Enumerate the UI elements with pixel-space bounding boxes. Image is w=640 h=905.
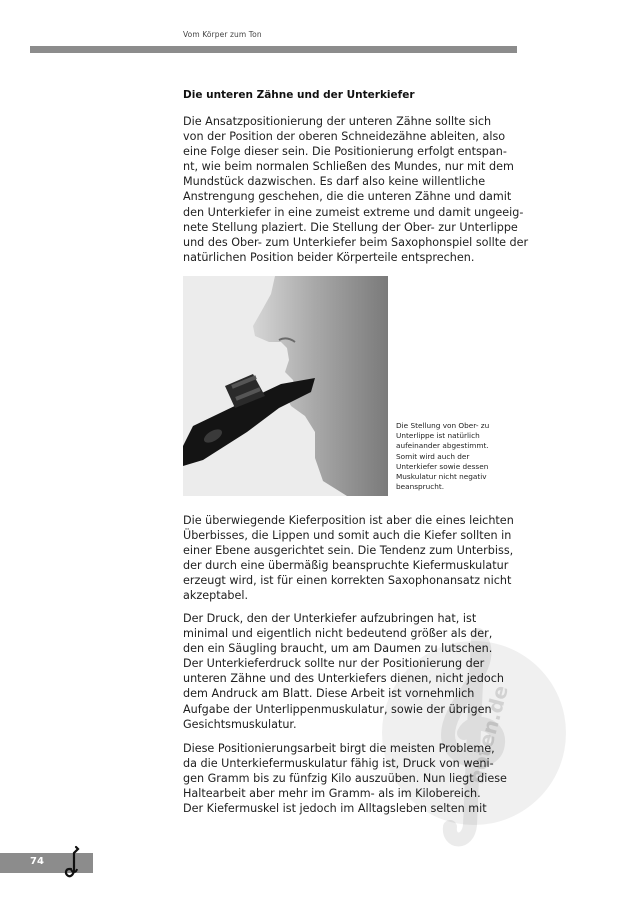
- running-head: Vom Körper zum Ton: [183, 30, 262, 39]
- paragraph-4: Diese Positionierungsarbeit birgt die meisten Probleme, da die Unterkiefermuskulatur fähig ist, Druck von weni- gen Gramm bis zu fünfzig Kilo auszuüben. Nun liegt diese Haltearbeit aber mehr im Gramm- als im Kilobereich. Der Kiefermuskel ist jedoch im Alltagsleben selten mit: [183, 742, 507, 816]
- paragraph-1: Die Ansatzpositionierung der unteren Zähne sollte sich von der Position der oberen Schneidezähne ableiten, also eine Folge dieser sein. Die Positionierung erfolgt entspan- nt, wie beim normalen Schließen des Mundes, nur mit dem Mundstück dazwischen. Es darf also keine willentliche Anstrengung geschehen, die die unteren Zähne und damit den Unterkiefer in eine zumeist extreme und damit ungeeig- nete Stellung plaziert. Die Stellung der Ober- zur Unterlippe und des Ober- zum Unterkiefer beim Saxophonspiel sollte der natürlichen Position beider Körperteile entsprechen.: [183, 115, 529, 264]
- watermark-text: noten.de: [463, 682, 513, 787]
- paragraph-3: Der Druck, den der Unterkiefer aufzubringen hat, ist minimal und eigentlich nicht bedeutend größer als der, den ein Säugling braucht, um am Daumen zu lutschen. Der Unterkieferdruck sollte nur der Positionierung der unteren Zähne und des Unterkiefers dienen, nicht jedoch dem Andruck am Blatt. Diese Arbeit ist vornehmlich Aufgabe der Unterlippenmuskulatur, sowie der übrigen Gesichtsmuskulatur.: [183, 612, 504, 731]
- paragraph-2: Die überwiegende Kieferposition ist aber die eines leichten Überbisses, die Lippen und somit auch die Kiefer sollten in einer Ebene ausgerichtet sein. Die Tendenz zum Unterbiss, der durch eine übermäßig beanspruchte Kiefermuskulatur erzeugt wird, ist für einen korrekten Saxophonansatz nicht akzeptabel.: [183, 514, 514, 603]
- section-title: Die unteren Zähne und der Unterkiefer: [183, 89, 415, 101]
- saxophone-icon: [62, 845, 86, 881]
- mouthpiece-photo: [183, 276, 388, 496]
- page-number: 74: [30, 856, 44, 867]
- figure-caption: Die Stellung von Ober- zu Unterlippe ist natürlich aufeinander abgestimmt. Somit wird auch der Unterkiefer sowie dessen Muskulatur nicht negativ beansprucht.: [396, 421, 490, 492]
- header-rule: [30, 46, 517, 53]
